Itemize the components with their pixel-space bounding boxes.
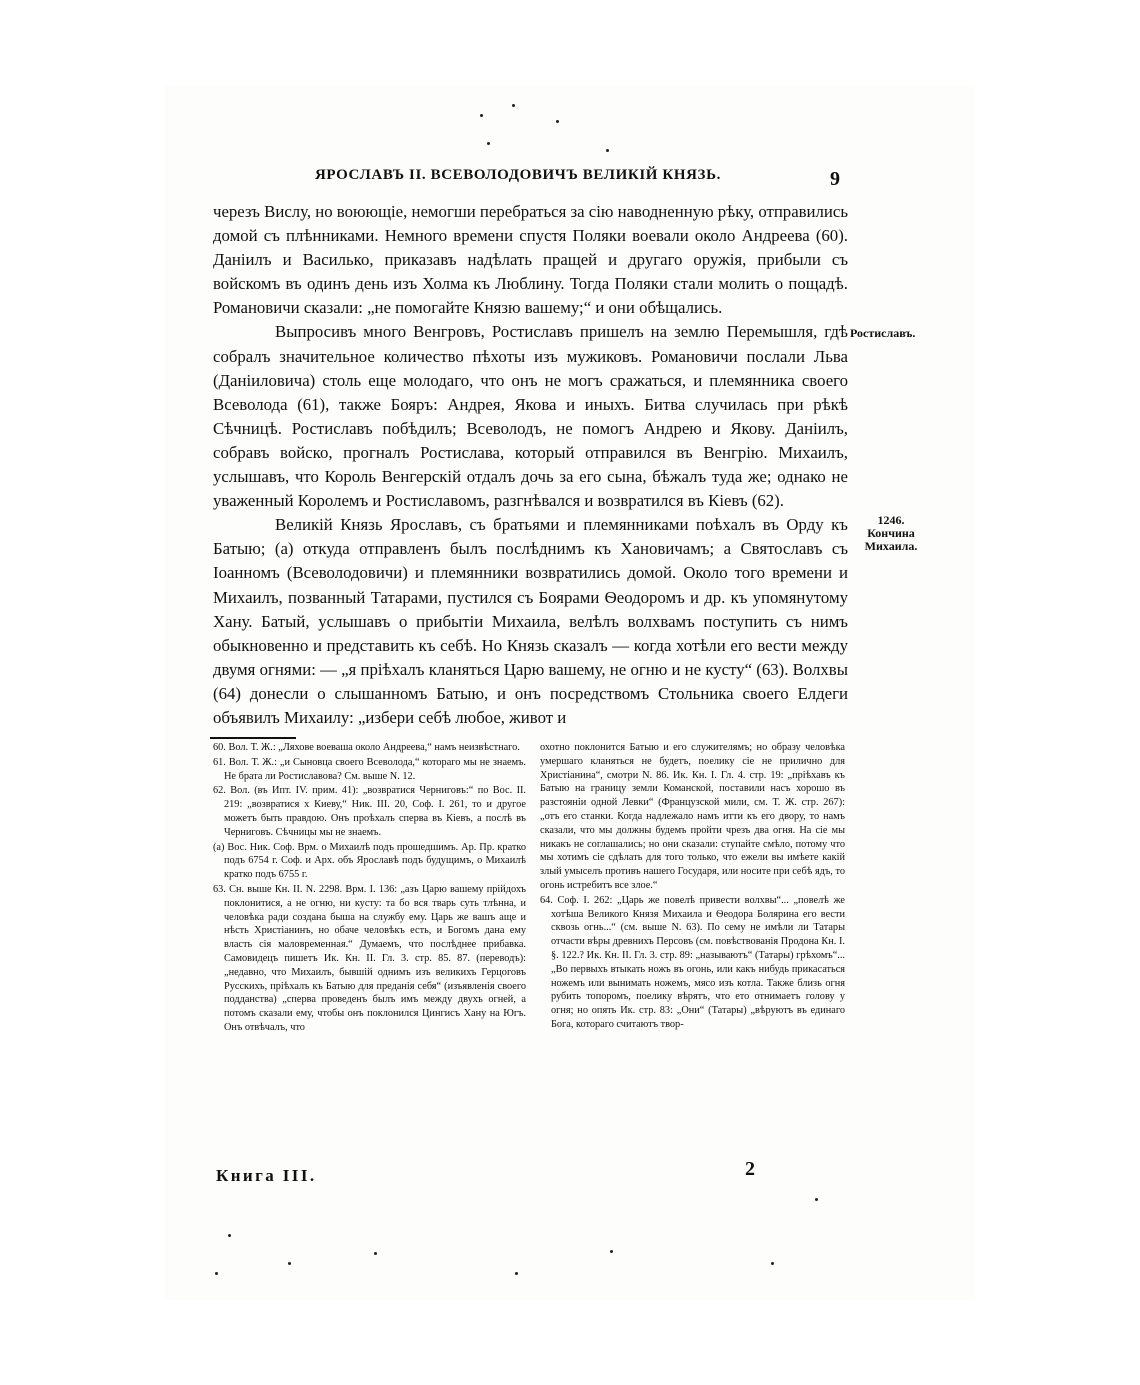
margin-note-rostislav: Ростиславъ. bbox=[850, 326, 916, 340]
footnote-continuation: охотно поклонится Батыю и его служителямъ; но образу человѣка умершаго кланяться не будетъ, поелику сіе не прилично для Христіанина“, смотри N. 86. Ик. Кн. I. Гл. 4. стр. 19: „пріѣхавъ къ Батыю на границу земли Команской, поставили насъ хорошо въ разстояніи одной Левки“ (Французской мили, см. Т. Ж. стр. 267): „отъ его станки. Когда надлежало намъ итти къ его двору, то намъ сказали, что мы должны будемъ пройти чрезъ два огня. На сіе мы никакъ не соглашались; но они сказали: ступайте смѣло, потому что мы хотимъ сіе сдѣлать для того только, что ежели вы имѣете какій злый умыселъ противъ нашего Государя, или носите при себѣ ядъ, то огонь истребитъ все злое.“ bbox=[540, 742, 845, 891]
margin-note-line: Кончина bbox=[867, 526, 915, 540]
paragraph-yaroslav-horde: Великій Князь Ярославъ, съ братьями и племянниками поѣхалъ въ Орду къ Батыю; (а) откуда отправленъ былъ послѣднимъ къ Хановичамъ; а Святославъ съ Іоанномъ (Всеволодовичи) и племянники возвратились домой. Около того времени и Михаилъ, позванный Татарами, пустился съ Боярами Ѳеодоромъ и др. къ упомянутому Хану. Батый, услышавъ о прибытіи Михаила, велѣлъ волхвамъ поступить съ нимъ обыкновенно и представить къ себѣ. Но Князь сказалъ — когда хотѣли его вести между двумя огнями: — „я пріѣхалъ кланяться Царю вашему, не огню и не кусту“ (63). Волхвы (64) донесли о слышанномъ Батыю, и онъ посредствомъ Стольника своего Елдеги объявилъ Михаилу: „избери себѣ любое, живот и bbox=[213, 515, 848, 727]
footnote-separator-rule bbox=[210, 737, 296, 739]
footnotes-right-column bbox=[540, 741, 845, 1033]
footnote: 63. Сн. выше Кн. II. N. 2298. Врм. I. 136: „азъ Царю вашему прійдохъ поклонитися, а не огню, ни кусту: та бо вся тварь суть тлѣнна, и человѣка ради создана быша на службу ему. Царь же вашъ аще и нѣсть Христіанинъ, но обаче человѣкъ есть, и Богомъ дана ему власть сія маловременная.“ Думаемъ, что послѣднее прибавка. Самовидецъ пишетъ Ик. Кн. II. Гл. 3. стр. 85. 87. (переводъ): „недавно, что Михаилъ, бывшій однимъ изъ великихъ Герцоговъ Русскихъ, пріѣхалъ къ Батыю для преданія себя“ (изъявленія своего подданства) „сперва проведенъ былъ имъ между двухъ огней, а потомъ сказали ему, чтобы онъ поклонился Цингисъ Хану на Югъ. Онъ отвѣчалъ, что bbox=[213, 883, 526, 1033]
main-text-block bbox=[213, 200, 848, 730]
footnote: (а) Вос. Ник. Соф. Врм. о Михаилѣ подъ прошедшимъ. Ар. Пр. кратко подъ 6754 г. Соф. и Арх. объ Ярославѣ подъ будущимъ, о Михаилѣ кратко подъ 6755 г. bbox=[213, 841, 526, 881]
running-header-title: ЯРОСЛАВЪ II. ВСЕВОЛОДОВИЧЪ ВЕЛИКІЙ КНЯЗЬ. bbox=[315, 167, 721, 183]
footnotes-left-column bbox=[213, 741, 526, 1036]
dust-speck bbox=[374, 1252, 377, 1255]
dust-speck bbox=[771, 1262, 774, 1265]
footnote: 60. Вол. Т. Ж.: „Ляхове воеваша около Андреева,“ намъ неизвѣстнаго. bbox=[213, 742, 520, 753]
dust-speck bbox=[487, 142, 490, 145]
dust-speck bbox=[556, 120, 559, 123]
dust-speck bbox=[512, 104, 515, 107]
paragraph-continuation: черезъ Вислу, но воюющіе, немогши перебраться за сію наводненную рѣку, отправились домой съ плѣнниками. Немного времени спустя Поляки воевали около Андреева (60). Даніилъ и Василько, приказавъ надѣлать пращей и другаго оружія, прибыли съ войскомъ въ одинъ день изъ Холма къ Люблину. Тогда Поляки стали молить о пощадѣ. Романовичи сказали: „не помогайте Князю вашему;“ и они обѣщались. bbox=[213, 202, 848, 318]
dust-speck bbox=[480, 114, 483, 117]
dust-speck bbox=[515, 1272, 518, 1275]
dust-speck bbox=[228, 1234, 231, 1237]
footnote: 61. Вол. Т. Ж.: „и Сыновца своего Всеволода,“ котораго мы не знаемъ. Не брата ли Ростиславова? См. выше N. 12. bbox=[213, 756, 526, 782]
dust-speck bbox=[288, 1262, 291, 1265]
book-signature: Книга III. bbox=[216, 1166, 317, 1185]
margin-note-death-of-mikhail bbox=[860, 514, 922, 553]
footnote: 62. Вол. (въ Ипт. IV. прим. 41): „возвратися Черниговъ:“ по Вос. II. 219: „возвратися х Киеву,“ Ник. III. 20, Соф. I. 261, то и другое можетъ быть правдою. Онъ проѣхалъ сперва въ Кіевъ, а послѣ въ Черниговъ. Сѣчницы мы не знаемъ. bbox=[213, 785, 526, 838]
sheet-signature-mark: 2 bbox=[745, 1158, 755, 1180]
page-number: 9 bbox=[830, 168, 840, 190]
dust-speck bbox=[606, 149, 609, 152]
margin-note-year: 1246. bbox=[877, 513, 905, 527]
footnote: 64. Соф. I. 262: „Царь же повелѣ привести волхвы“... „повелѣ же хотѣша Великого Князя Михаила и Ѳеодора Болярина его вести сквозь огнь...“ (см. выше N. 63). По сему не имѣли ли Татары отчасти вѣры древнихъ Персовъ (см. повѣствованія Продона Кн. I. §. 122.? Ик. Кн. II. Гл. 3. стр. 89: „называютъ“ (Татары) грѣхомъ“... „Во первыхъ втыкать ножъ въ огонь, или какъ нибудь прикасаться ножемъ или вынимать ножемъ, мясо изъ котла. Также близь огня рубить топоромъ, поелику вѣрятъ, что ето отнимаетъ голову у огня; но опять Ик. стр. 83: „Они“ (Татары) „вѣруютъ въ единаго Бога, котораго считаютъ твор- bbox=[540, 894, 845, 1030]
dust-speck bbox=[815, 1198, 818, 1201]
dust-speck bbox=[215, 1272, 218, 1275]
paragraph-rostislav: Выпросивъ много Венгровъ, Ростиславъ пришелъ на землю Перемышля, гдѣ собралъ значительное количество пѣхоты изъ мужиковъ. Романовичи послали Льва (Даніиловича) столь еще молодаго, что онъ не могъ сражаться, и племянника своего Всеволода (61), также Бояръ: Андрея, Якова и иныхъ. Битва случилась при рѣкѣ Сѣчницѣ. Ростиславъ побѣдилъ; Всеволодъ, не помогъ Андрею и Якову. Даніилъ, собравъ войско, прогналъ Ростислава, который отправился въ Венгрію. Михаилъ, услышавъ, что Король Венгерскій отдалъ дочь за его сына, бѣжалъ туда же; однако не уваженный Королемъ и Ростиславомъ, разгнѣвался и возвратился въ Кіевъ (62). bbox=[213, 322, 848, 511]
dust-speck bbox=[610, 1250, 613, 1253]
margin-note-line: Михаила. bbox=[864, 539, 918, 553]
